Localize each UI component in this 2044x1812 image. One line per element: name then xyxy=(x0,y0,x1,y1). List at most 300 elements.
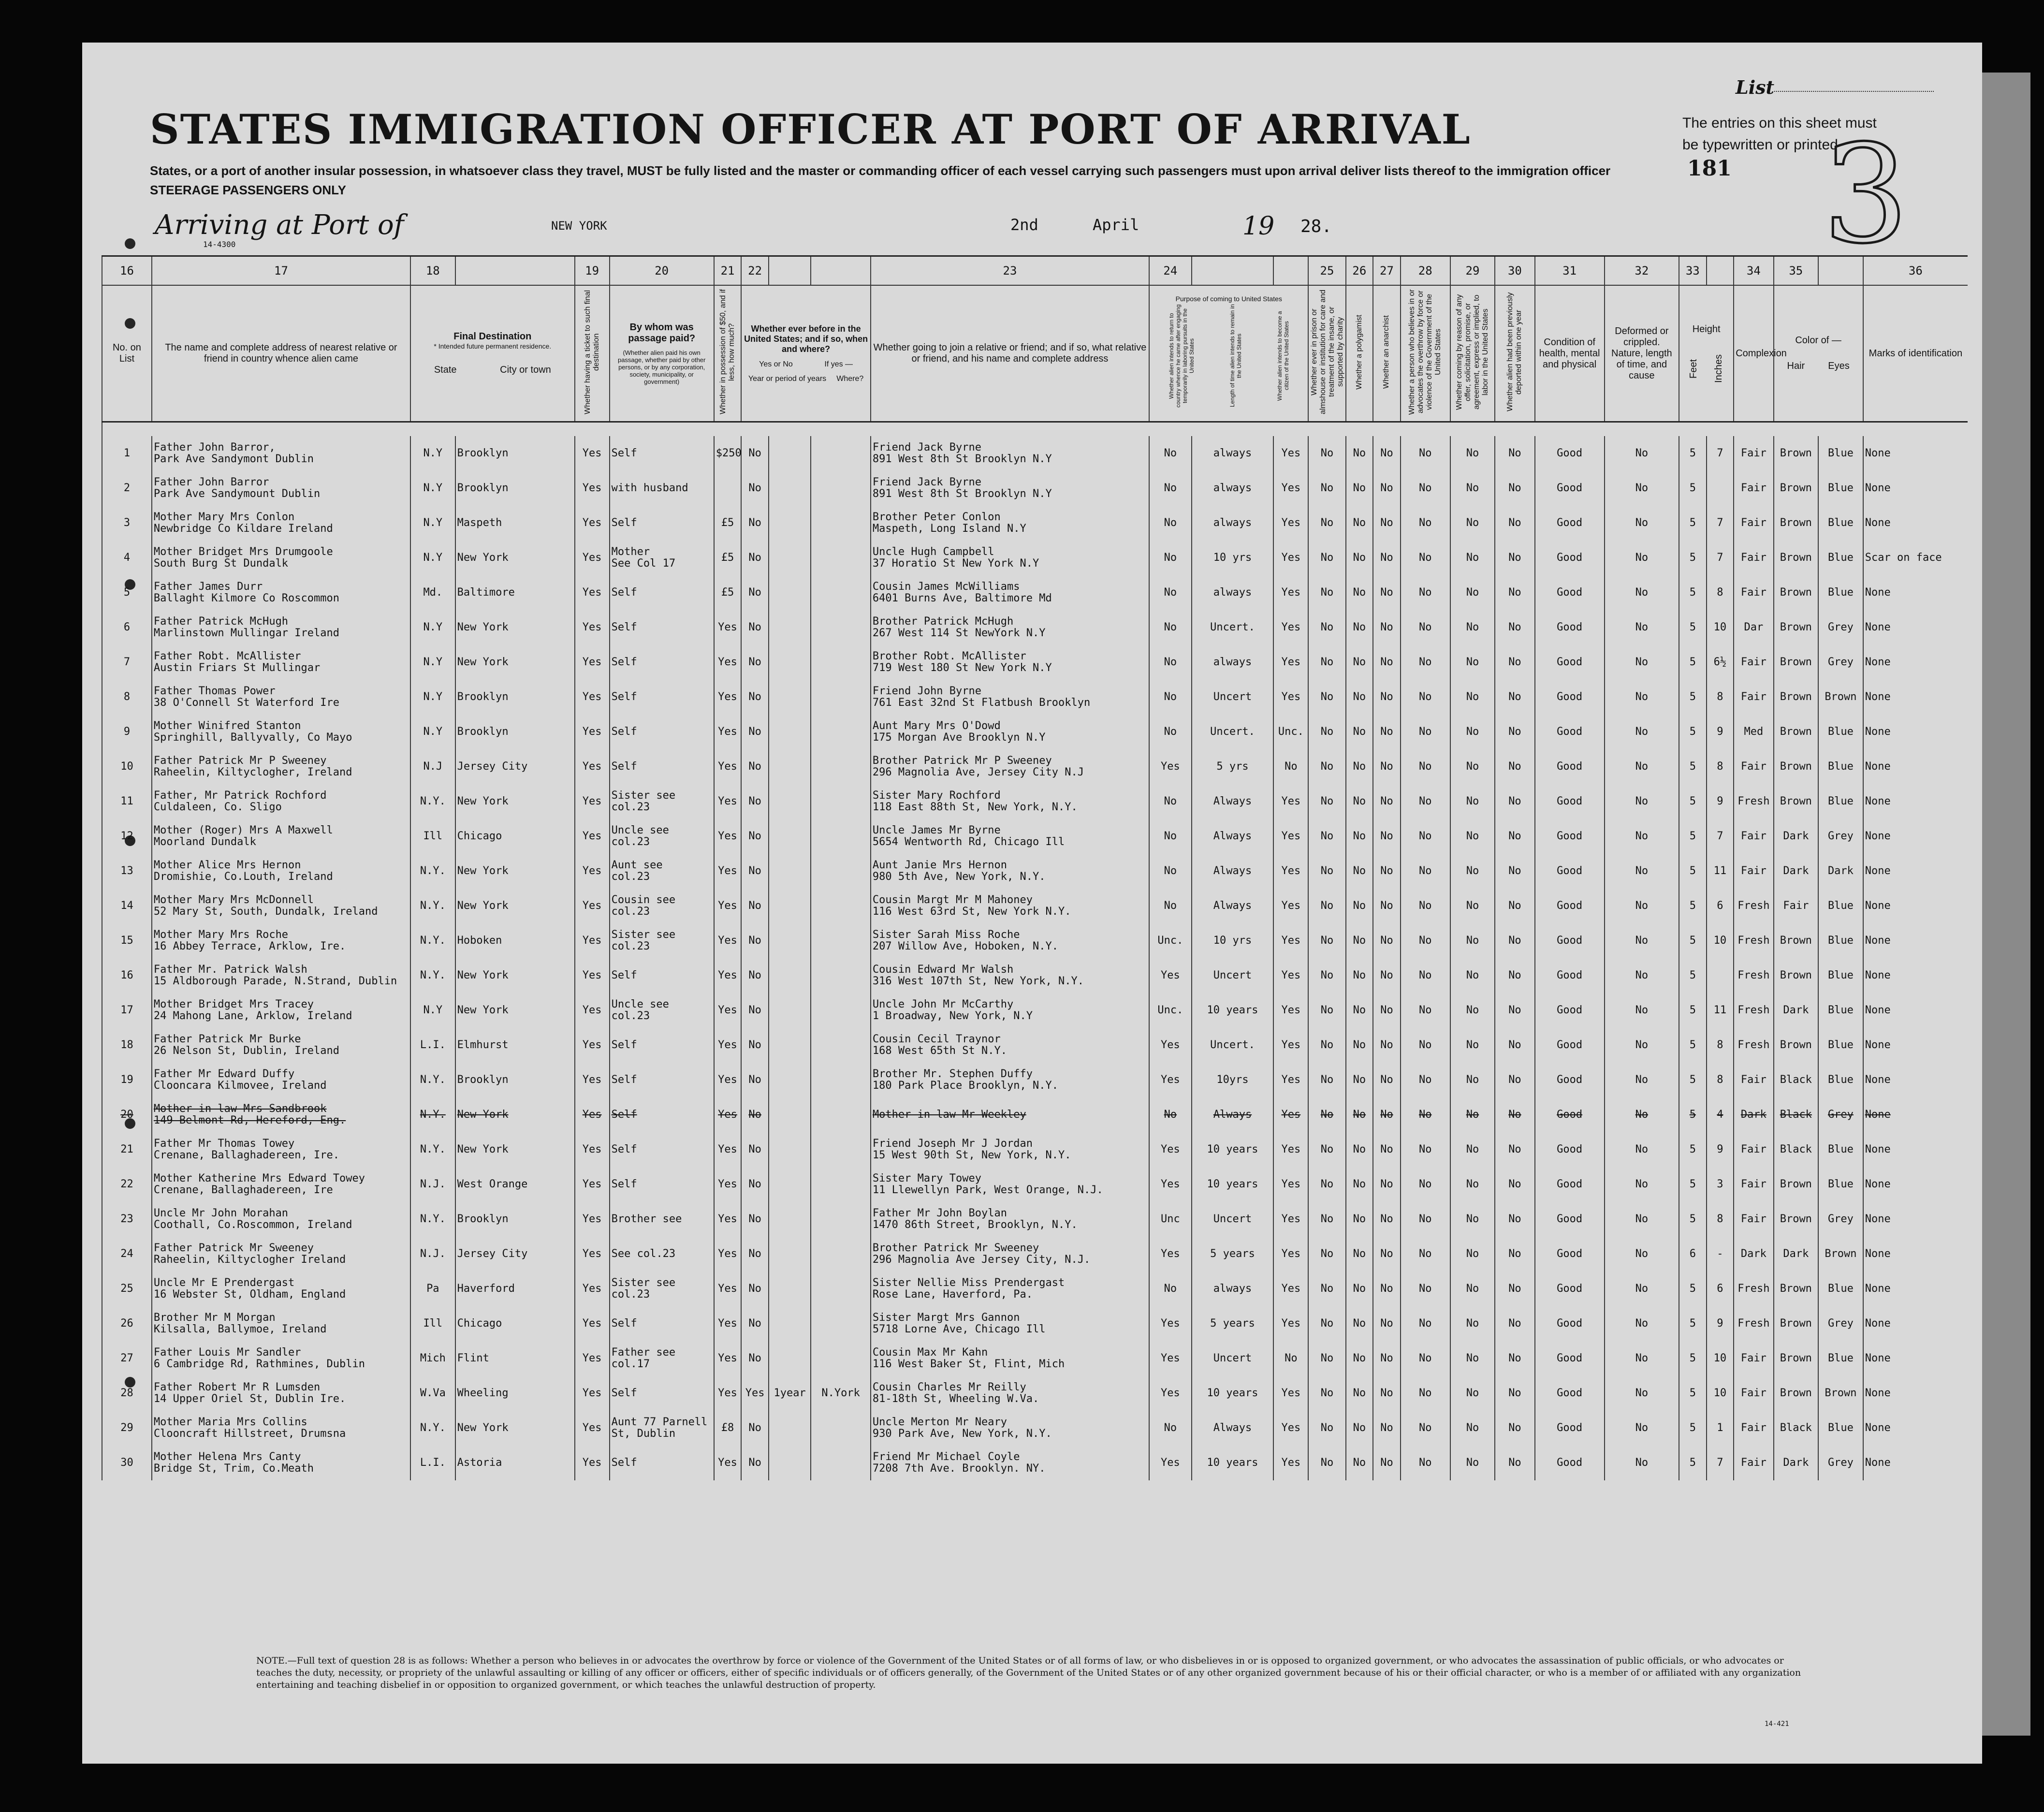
cell-feet: 5 xyxy=(1679,958,1707,993)
cell-no: 2 xyxy=(102,471,152,506)
cell-hair: Brown xyxy=(1774,1202,1819,1237)
column-number: 36 xyxy=(1863,256,1968,286)
cell-city: New York xyxy=(455,645,575,680)
cell-period xyxy=(769,784,811,819)
cell-marks: None xyxy=(1863,819,1968,854)
cell-purpose: Unc. xyxy=(1149,923,1191,958)
cell-deported: No xyxy=(1495,819,1534,854)
cell-relative xyxy=(152,680,410,715)
cell-relative-line: Raheelin, Kiltyclogher, Ireland xyxy=(153,766,352,778)
cell-passage-paid xyxy=(610,506,714,541)
cell-joining-line: Sister Mary Towey xyxy=(872,1172,982,1184)
cell-period xyxy=(769,889,811,923)
header-q28 xyxy=(1401,285,1450,422)
cell-complexion: Dark xyxy=(1734,1237,1773,1271)
passenger-row xyxy=(102,1097,1968,1132)
cell-joining-line: 180 Park Place Brooklyn, N.Y. xyxy=(872,1080,1058,1092)
cell-inches: 6 xyxy=(1707,889,1734,923)
cell-deported: No xyxy=(1495,645,1534,680)
cell-joining-line: 5718 Lorne Ave, Chicago Ill xyxy=(872,1323,1046,1335)
cell-period xyxy=(769,923,811,958)
cell-health: Good xyxy=(1535,1167,1605,1202)
header-prison xyxy=(1308,285,1345,422)
cell-joining-line: 719 West 180 St New York N.Y xyxy=(872,662,1052,674)
cell-passage-paid xyxy=(610,436,714,471)
cell-where xyxy=(811,1097,870,1132)
cell-period xyxy=(769,1446,811,1480)
cell-relative-line: Moorland Dundalk xyxy=(153,836,256,848)
cell-state: N.Y xyxy=(410,436,455,471)
cell-complexion: Fresh xyxy=(1734,784,1773,819)
cell-where xyxy=(811,1132,870,1167)
cell-citizen: Yes xyxy=(1273,680,1308,715)
cell-anarchist: No xyxy=(1373,1097,1401,1132)
cell-deformed: No xyxy=(1605,471,1679,506)
cell-length: 10 yrs xyxy=(1192,923,1274,958)
cell-no: 1 xyxy=(102,436,152,471)
cell-passage-paid xyxy=(610,1028,714,1063)
cell-deported: No xyxy=(1495,575,1534,610)
column-number: 19 xyxy=(575,256,610,286)
arrival-year-suffix: 28. xyxy=(1300,217,1332,236)
cell-before: No xyxy=(741,1446,769,1480)
column-number: 33 xyxy=(1679,256,1707,286)
cell-citizen: Yes xyxy=(1273,436,1308,471)
cell-passage-paid-line: col.17 xyxy=(611,1358,650,1370)
header-deported xyxy=(1495,285,1534,422)
cell-joining-line: Brother Peter Conlon xyxy=(872,511,1001,523)
cell-before: No xyxy=(741,993,769,1028)
cell-period xyxy=(769,958,811,993)
cell-relative xyxy=(152,958,410,993)
cell-state: N.Y xyxy=(410,471,455,506)
cell-health: Good xyxy=(1535,1341,1605,1376)
cell-citizen: Yes xyxy=(1273,1237,1308,1271)
cell-q28: No xyxy=(1401,784,1450,819)
cell-prison: No xyxy=(1308,993,1345,1028)
cell-money: Yes xyxy=(714,1097,742,1132)
cell-marks: None xyxy=(1863,1376,1968,1411)
cell-purpose: No xyxy=(1149,1271,1191,1306)
cell-ticket: Yes xyxy=(575,1063,610,1097)
cell-relative xyxy=(152,1411,410,1446)
binding-edge xyxy=(1982,73,2030,1736)
cell-contract: No xyxy=(1450,645,1495,680)
cell-citizen: Yes xyxy=(1273,1063,1308,1097)
cell-deformed: No xyxy=(1605,645,1679,680)
cell-deformed: No xyxy=(1605,1132,1679,1167)
cell-joining-line: 891 West 8th St Brooklyn N.Y xyxy=(872,453,1052,465)
cell-joining-line: 296 Magnolia Ave Jersey City, N.J. xyxy=(872,1254,1091,1266)
cell-deported: No xyxy=(1495,1411,1534,1446)
cell-anarchist: No xyxy=(1373,645,1401,680)
header-anarchist xyxy=(1373,285,1401,422)
cell-inches: 1 xyxy=(1707,1411,1734,1446)
cell-city: Chicago xyxy=(455,819,575,854)
cell-passage-paid-line: Uncle see xyxy=(611,998,669,1010)
cell-passage-paid-line: Self xyxy=(611,969,637,981)
cell-citizen: Unc. xyxy=(1273,715,1308,749)
cell-length: always xyxy=(1192,471,1274,506)
cell-purpose: No xyxy=(1149,436,1191,471)
cell-passage-paid-line: Self xyxy=(611,1143,637,1155)
cell-where xyxy=(811,1028,870,1063)
cell-before: No xyxy=(741,1202,769,1237)
cell-ticket: Yes xyxy=(575,1446,610,1480)
cell-feet: 5 xyxy=(1679,1132,1707,1167)
cell-inches: 11 xyxy=(1707,993,1734,1028)
passenger-row xyxy=(102,1132,1968,1167)
header-final-destination xyxy=(410,285,575,422)
cell-no: 4 xyxy=(102,541,152,575)
cell-hair: Brown xyxy=(1774,471,1819,506)
cell-joining-line: 118 East 88th St, New York, N.Y. xyxy=(872,801,1078,813)
cell-contract: No xyxy=(1450,749,1495,784)
cell-health: Good xyxy=(1535,819,1605,854)
typewritten-note-2: be typewritten or printed. xyxy=(1682,137,1842,153)
cell-eyes: Brown xyxy=(1818,1376,1863,1411)
cell-deported: No xyxy=(1495,854,1534,889)
cell-marks: None xyxy=(1863,610,1968,645)
cell-marks: None xyxy=(1863,784,1968,819)
cell-deported: No xyxy=(1495,1271,1534,1306)
cell-where xyxy=(811,958,870,993)
cell-passage-paid-line: col.23 xyxy=(611,801,650,813)
cell-deformed: No xyxy=(1605,506,1679,541)
column-number: 30 xyxy=(1495,256,1534,286)
header-purpose-citizen: Whether alien intends to become a citizen of the United States xyxy=(1276,311,1290,401)
cell-prison: No xyxy=(1308,958,1345,993)
cell-where xyxy=(811,436,870,471)
binder-hole xyxy=(125,238,135,249)
cell-purpose: No xyxy=(1149,541,1191,575)
arrival-day: 2nd xyxy=(1010,216,1038,234)
cell-no: 21 xyxy=(102,1132,152,1167)
cell-no: 12 xyxy=(102,819,152,854)
cell-length: Uncert. xyxy=(1192,715,1274,749)
cell-marks: None xyxy=(1863,749,1968,784)
cell-health: Good xyxy=(1535,715,1605,749)
header-color-of xyxy=(1774,285,1863,422)
cell-deformed: No xyxy=(1605,1306,1679,1341)
header-eyes: Eyes xyxy=(1828,361,1850,371)
cell-city: Brooklyn xyxy=(455,471,575,506)
cell-purpose: Yes xyxy=(1149,1167,1191,1202)
cell-before: No xyxy=(741,889,769,923)
cell-contract: No xyxy=(1450,610,1495,645)
cell-polygamist: No xyxy=(1346,506,1373,541)
question-28-footnote: NOTE.—Full text of question 28 is as follows: Whether a person who believes in or advocates the overthrow by force or violence of the Government of the United States or of all forms of law, or who disbelieves in or is opposed to organized government, or who advocates the assassination of public officials, or who advocates or teaches the duty, necessity, or propriety of the unlawful assaulting or killing of any officer or officers, either of specific individuals or of officers generally, of the Government of the United States or of any other organized government because of his or their official character, or who is a member of or affiliated with any organization entertaining and teaching disbelief in or opposition to organized government, or which teaches the unlawful destruction of property. xyxy=(256,1655,1801,1690)
cell-relative-line: Mother (Roger) Mrs A Maxwell xyxy=(153,824,333,836)
cell-purpose: No xyxy=(1149,1411,1191,1446)
cell-joining-line: 6401 Burns Ave, Baltimore Md xyxy=(872,592,1052,604)
column-number xyxy=(1192,256,1274,286)
cell-deported: No xyxy=(1495,1063,1534,1097)
cell-deported: No xyxy=(1495,680,1534,715)
header-passage-paid xyxy=(610,285,714,422)
cell-joining-line: 116 West 63rd St, New York N.Y. xyxy=(872,906,1071,918)
passenger-row xyxy=(102,889,1968,923)
cell-passage-paid xyxy=(610,958,714,993)
cell-passage-paid-line: Brother see xyxy=(611,1213,682,1225)
cell-before: No xyxy=(741,1237,769,1271)
cell-joining xyxy=(871,1063,1149,1097)
cell-ticket: Yes xyxy=(575,854,610,889)
cell-complexion: Fair xyxy=(1734,1376,1773,1411)
cell-ticket: Yes xyxy=(575,680,610,715)
cell-deported: No xyxy=(1495,1167,1534,1202)
cell-length: always xyxy=(1192,1271,1274,1306)
cell-passage-paid-line: col.23 xyxy=(611,1010,650,1022)
header-where: Where? xyxy=(836,374,864,383)
cell-period xyxy=(769,1132,811,1167)
passenger-row xyxy=(102,784,1968,819)
cell-joining-line: 1 Broadway, New York, N.Y xyxy=(872,1010,1033,1022)
cell-q28: No xyxy=(1401,1237,1450,1271)
cell-anarchist: No xyxy=(1373,749,1401,784)
cell-ticket: Yes xyxy=(575,1411,610,1446)
cell-money: Yes xyxy=(714,889,742,923)
cell-joining xyxy=(871,958,1149,993)
cell-feet: 5 xyxy=(1679,471,1707,506)
cell-contract: No xyxy=(1450,993,1495,1028)
cell-polygamist: No xyxy=(1346,1132,1373,1167)
cell-relative-line: Mother Winifred Stanton xyxy=(153,720,301,732)
cell-before: No xyxy=(741,854,769,889)
cell-passage-paid xyxy=(610,680,714,715)
cell-complexion: Fair xyxy=(1734,471,1773,506)
column-number: 32 xyxy=(1605,256,1679,286)
cell-prison: No xyxy=(1308,1063,1345,1097)
cell-feet: 5 xyxy=(1679,889,1707,923)
cell-no: 26 xyxy=(102,1306,152,1341)
cell-city: New York xyxy=(455,1132,575,1167)
cell-prison: No xyxy=(1308,1446,1345,1480)
cell-relative-line: Father John Barror, xyxy=(153,441,276,453)
cell-polygamist: No xyxy=(1346,471,1373,506)
header-deported-text: Whether alien had been previously deported within one year xyxy=(1506,292,1523,412)
cell-length: 10yrs xyxy=(1192,1063,1274,1097)
cell-prison: No xyxy=(1308,1132,1345,1167)
header-state: State xyxy=(434,365,457,375)
passenger-row xyxy=(102,749,1968,784)
cell-complexion: Fair xyxy=(1734,436,1773,471)
passenger-row xyxy=(102,958,1968,993)
cell-health: Good xyxy=(1535,1376,1605,1411)
passenger-row xyxy=(102,541,1968,575)
cell-relative-line: Clooncara Kilmovee, Ireland xyxy=(153,1080,327,1092)
cell-health: Good xyxy=(1535,1028,1605,1063)
cell-ticket: Yes xyxy=(575,993,610,1028)
cell-prison: No xyxy=(1308,575,1345,610)
passage-paid-title: By whom was passage paid? xyxy=(628,321,696,344)
cell-state: N.Y xyxy=(410,993,455,1028)
cell-q28: No xyxy=(1401,471,1450,506)
cell-state: L.I. xyxy=(410,1028,455,1063)
cell-state: N.Y. xyxy=(410,889,455,923)
cell-joining xyxy=(871,1271,1149,1306)
cell-money: Yes xyxy=(714,1237,742,1271)
cell-complexion: Fresh xyxy=(1734,993,1773,1028)
cell-eyes: Grey xyxy=(1818,645,1863,680)
cell-where xyxy=(811,715,870,749)
column-number: 28 xyxy=(1401,256,1450,286)
cell-deported: No xyxy=(1495,715,1534,749)
cell-citizen: Yes xyxy=(1273,471,1308,506)
cell-passage-paid xyxy=(610,1341,714,1376)
cell-where xyxy=(811,1202,870,1237)
cell-health: Good xyxy=(1535,1202,1605,1237)
cell-passage-paid xyxy=(610,1306,714,1341)
cell-deported: No xyxy=(1495,1028,1534,1063)
cell-deported: No xyxy=(1495,993,1534,1028)
cell-inches: 6 xyxy=(1707,1271,1734,1306)
cell-before: No xyxy=(741,680,769,715)
cell-joining-line: Cousin Cecil Traynor xyxy=(872,1033,1001,1045)
column-number xyxy=(1273,256,1308,286)
cell-joining-line: Cousin Edward Mr Walsh xyxy=(872,964,1014,976)
cell-joining xyxy=(871,610,1149,645)
cell-joining-line: Friend Jack Byrne xyxy=(872,476,982,488)
cell-eyes: Grey xyxy=(1818,1202,1863,1237)
passenger-row xyxy=(102,1306,1968,1341)
cell-state: Ill xyxy=(410,1306,455,1341)
cell-contract: No xyxy=(1450,680,1495,715)
cell-passage-paid-line: col.23 xyxy=(611,1288,650,1301)
cell-relative xyxy=(152,506,410,541)
cell-before: No xyxy=(741,749,769,784)
cell-relative-line: Park Ave Sandymont Dublin xyxy=(153,453,314,465)
cell-length: always xyxy=(1192,506,1274,541)
cell-state: Ill xyxy=(410,819,455,854)
cell-money: Yes xyxy=(714,749,742,784)
cell-inches: 9 xyxy=(1707,1306,1734,1341)
cell-city: Maspeth xyxy=(455,506,575,541)
cell-eyes: Grey xyxy=(1818,1097,1863,1132)
cell-passage-paid-line: See Col 17 xyxy=(611,557,676,570)
cell-city: Jersey City xyxy=(455,749,575,784)
cell-relative xyxy=(152,1202,410,1237)
cell-contract: No xyxy=(1450,1202,1495,1237)
cell-anarchist: No xyxy=(1373,958,1401,993)
cell-relative xyxy=(152,1167,410,1202)
cell-relative-line: Mother Helena Mrs Canty xyxy=(153,1451,301,1463)
cell-prison: No xyxy=(1308,1341,1345,1376)
cell-length: Always xyxy=(1192,889,1274,923)
header-purpose-length: Length of time alien intends to remain in the United States xyxy=(1228,304,1242,408)
cell-passage-paid-line: Cousin see xyxy=(611,894,676,906)
cell-state: L.I. xyxy=(410,1446,455,1480)
cell-deformed: No xyxy=(1605,958,1679,993)
cell-deported: No xyxy=(1495,784,1534,819)
cell-joining-line: Cousin James McWilliams xyxy=(872,581,1020,593)
cell-joining-line: 175 Morgan Ave Brooklyn N.Y xyxy=(872,731,1046,744)
cell-passage-paid xyxy=(610,610,714,645)
cell-health: Good xyxy=(1535,1271,1605,1306)
cell-relative xyxy=(152,819,410,854)
cell-q28: No xyxy=(1401,889,1450,923)
column-number: 21 xyxy=(714,256,742,286)
cell-ticket: Yes xyxy=(575,1028,610,1063)
cell-where xyxy=(811,993,870,1028)
cell-feet: 5 xyxy=(1679,715,1707,749)
cell-hair: Black xyxy=(1774,1132,1819,1167)
passenger-row xyxy=(102,854,1968,889)
cell-prison: No xyxy=(1308,749,1345,784)
cell-city: Haverford xyxy=(455,1271,575,1306)
cell-length: 10 yrs xyxy=(1192,541,1274,575)
column-number: 24 xyxy=(1149,256,1191,286)
cell-feet: 5 xyxy=(1679,1376,1707,1411)
cell-inches xyxy=(1707,471,1734,506)
cell-joining-line: Aunt Mary Mrs O'Dowd xyxy=(872,720,1001,732)
header-complexion: Complexion xyxy=(1734,285,1773,422)
cell-period xyxy=(769,819,811,854)
cell-inches: 8 xyxy=(1707,1063,1734,1097)
cell-citizen: Yes xyxy=(1273,993,1308,1028)
cell-before: No xyxy=(741,1167,769,1202)
cell-passage-paid xyxy=(610,923,714,958)
header-inches: Inches xyxy=(1713,354,1724,383)
cell-relative xyxy=(152,541,410,575)
cell-where xyxy=(811,1411,870,1446)
cell-where xyxy=(811,854,870,889)
sheet-number: 181 xyxy=(1687,156,1732,181)
column-number: 35 xyxy=(1774,256,1819,286)
cell-money: Yes xyxy=(714,958,742,993)
cell-no: 23 xyxy=(102,1202,152,1237)
cell-before: No xyxy=(741,541,769,575)
column-headers-row xyxy=(102,285,1968,422)
cell-deformed: No xyxy=(1605,749,1679,784)
cell-q28: No xyxy=(1401,1446,1450,1480)
cell-city: Wheeling xyxy=(455,1376,575,1411)
cell-city: Brooklyn xyxy=(455,1063,575,1097)
cell-state: N.Y xyxy=(410,715,455,749)
cell-where xyxy=(811,645,870,680)
cell-q28: No xyxy=(1401,1411,1450,1446)
cell-no: 19 xyxy=(102,1063,152,1097)
cell-no: 13 xyxy=(102,854,152,889)
cell-relative-line: Austin Friars St Mullingar xyxy=(153,662,321,674)
cell-deformed: No xyxy=(1605,1202,1679,1237)
cell-feet: 5 xyxy=(1679,784,1707,819)
cell-marks: None xyxy=(1863,1028,1968,1063)
cell-inches: 7 xyxy=(1707,819,1734,854)
cell-joining-line: Brother Patrick Mr P Sweeney xyxy=(872,755,1052,767)
cell-polygamist: No xyxy=(1346,575,1373,610)
column-number: 29 xyxy=(1450,256,1495,286)
cell-period xyxy=(769,749,811,784)
cell-contract: No xyxy=(1450,1097,1495,1132)
cell-hair: Dark xyxy=(1774,993,1819,1028)
cell-joining-line: Cousin Margt Mr M Mahoney xyxy=(872,894,1033,906)
cell-joining xyxy=(871,471,1149,506)
passenger-row xyxy=(102,1376,1968,1411)
cell-deformed: No xyxy=(1605,1097,1679,1132)
cell-q28: No xyxy=(1401,1063,1450,1097)
cell-anarchist: No xyxy=(1373,993,1401,1028)
cell-health: Good xyxy=(1535,436,1605,471)
cell-feet: 5 xyxy=(1679,436,1707,471)
cell-q28: No xyxy=(1401,1097,1450,1132)
cell-citizen: Yes xyxy=(1273,1132,1308,1167)
passenger-row xyxy=(102,1341,1968,1376)
cell-purpose: No xyxy=(1149,784,1191,819)
cell-marks: None xyxy=(1863,436,1968,471)
header-hair: Hair xyxy=(1787,361,1805,371)
cell-polygamist: No xyxy=(1346,1411,1373,1446)
